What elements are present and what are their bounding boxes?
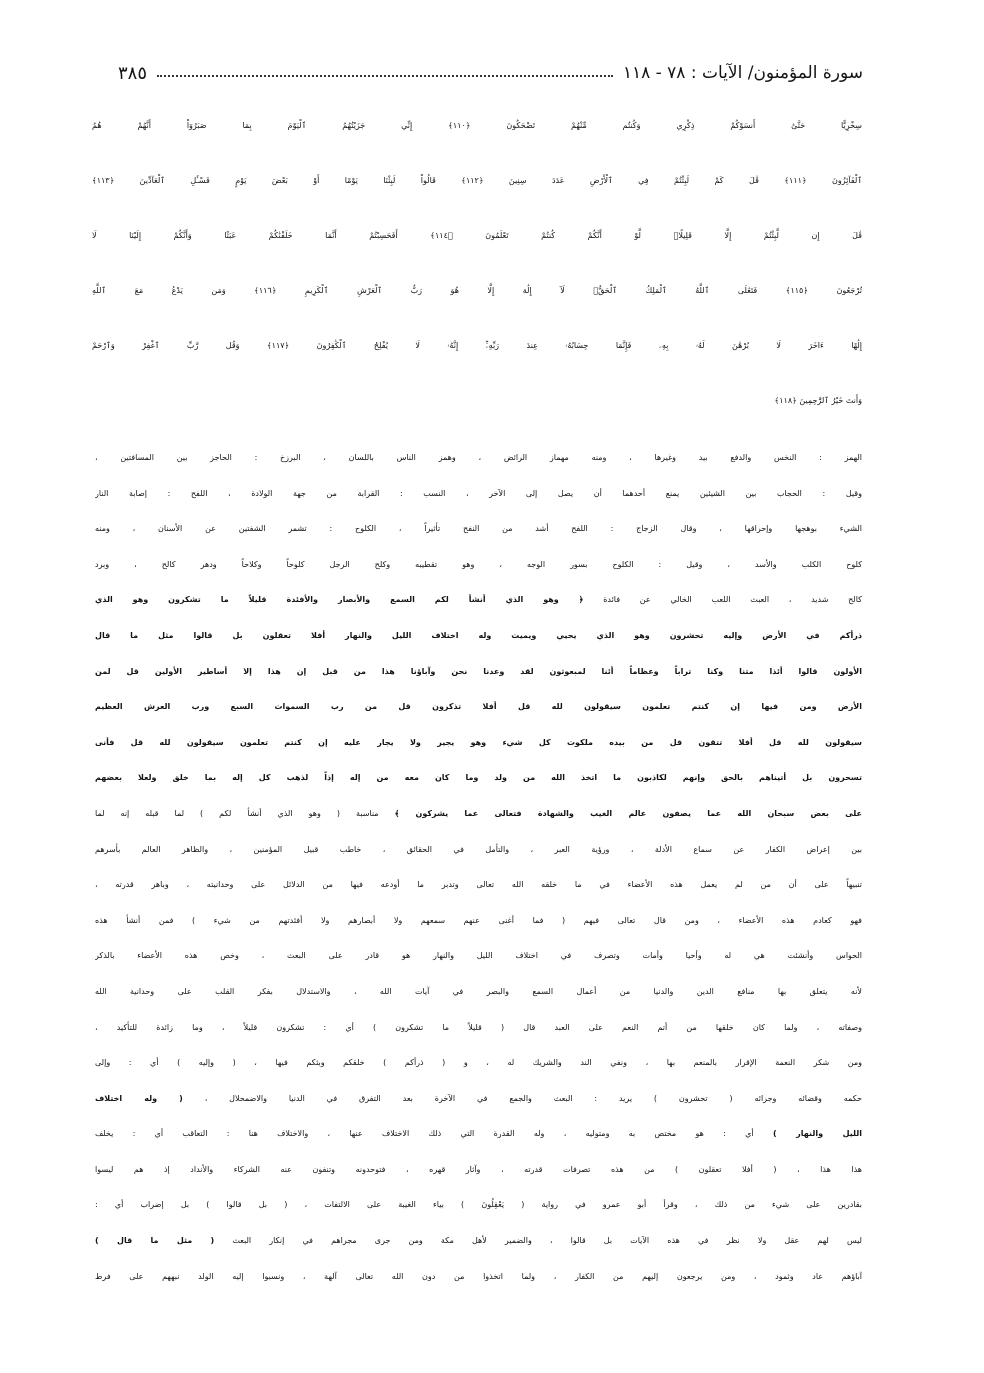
quran-quote: ( مثل ما قال ) [95,1236,215,1246]
commentary-text: كالح شديد ، العبث اللعب الخالي عن فائدة [603,595,862,605]
commentary-line: ومن شكر النعمة الإقرار بالمنعم بها ، ونفي الند والشريك له ، و ( ذرأكم ) خلقكم وبثكم فيها ، ( وإليه ) أي : وإلى [95,1058,862,1068]
commentary-line: بين إعراض الكفار عن سماع الأدلة ، ورؤية العبر ، والتأمل في الحقائق ، خاطب قبيل المؤمنين ، والظاهر العالم بأسرهم [95,844,862,854]
page-header [118,58,863,88]
quran-quote-line: الأولون قالوا أئذا متنا وكنا تراباً وعظاماً أئنا لمبعوثون لقد وعدنا نحن وآباؤنا هذا من قبل إن هذا إلا أساطير الأولين قل لمن [95,666,862,676]
quran-quote-line: سيقولون لله قل أفلا تتقون قل من بيده ملكوت كل شيء وهو يجير ولا يجار عليه إن كنتم تعلمون سيقولون لله قل فأنى [95,737,862,747]
commentary-line: الشيء بوهجها وإحراقها ، وقال الزجاج : اللفح أشد من النفح تأثيراً ، الكلوح : تشمر الشفتين عن الأسنان ، ومنه [95,524,862,534]
quran-line: تُرْجَعُونَ ﴿١١٥﴾ فَتَعَٰلَى ٱللَّهُ ٱلْمَلِكُ ٱلْحَقُّۖ لَآ إِلَٰهَ إِلَّا هُوَ رَبُّ ٱلْعَرْشِ ٱلْكَرِيمِ ﴿١١٦﴾ وَمَن يَدْعُ مَعَ ٱللَّهِ [92,286,862,295]
commentary-line: الحواس وأنشئت هي له وأحيا وأمات وتصرف في اختلاف الليل والنهار هو قادر على البعث ، وخص هذه الأعضاء بالذكر [95,951,862,961]
quran-line: وَأَنتَ خَيْرُ ٱلرَّٰحِمِينَ ﴿١١٨﴾ [774,396,862,405]
quran-quote-line: ذرأكم في الأرض وإليه تحشرون وهو الذي يحيي ويميت وله اختلاف الليل والنهار أفلا تعقلون بل قالوا مثل ما قال [95,630,862,640]
commentary-line: لأنه يتعلق بها منافع الدين والدنيا من أعمال السمع والبصر في آيات الله ، والاستدلال بفكر القلب على وحدانية الله [95,986,862,996]
commentary-line [95,1116,862,1152]
commentary-line [95,582,862,618]
commentary-line [95,796,862,832]
quran-quote: الليل والنهار ) [772,1129,862,1139]
commentary-line [95,1223,862,1259]
page-number: ٣٨٥ [118,62,148,84]
commentary-line: وقيل : الحجاب بين الشيئين يمنع أحدهما أن يصل إلى الآخر ، النسب : القرابة من جهة الولادة ، اللفح : إصابة النار [95,488,862,498]
quran-quote: ﴿ وهو الذي أنشأ لكم السمع والأبصار والأفئدة قليلاً ما تشكرون وهو الذي [95,595,584,605]
header-dotted-leader [157,75,613,77]
quran-line: سِخْرِيًّا حَتَّىٰٓ أَنسَوْكُمْ ذِكْرِي وَكُنتُم مِّنْهُمْ تَضْحَكُونَ ﴿١١٠﴾ إِنِّي جَزَيْتُهُمُ ٱلْيَوْمَ بِمَا صَبَرُوٓاْ أَنَّهُمْ هُمُ [92,121,862,130]
commentary-line: وصفاته ، ولما كان خلقها من أتم النعم على العبد قال ( قليلاً ما تشكرون ) أي : تشكرون قليلاً ، وما زائدة للتأكيد ، [95,1022,862,1032]
commentary-text: مناسبة ( وهو الذي أنشأ لكم ) لما قبله إنه لما [95,808,379,818]
commentary-text: حكمه وقضائه وجزائه ( تحشرون ) يريد : البعث والجمع في الآخرة بعد التفرق في الدنيا والاضمحلال ، [204,1093,862,1103]
commentary-line: الهمز : النخس والدفع بيد وغيرها ، ومنه مهماز الرائض ، وهمز الناس باللسان ، البرزخ : الحاجز بين المسافتين ، [95,453,862,462]
quran-quote-line: تسحرون بل أتيناهم بالحق وإنهم لكاذبون ما اتخذ الله من ولد وما كان معه من إله إذاً لذهب كل إله بما خلق ولعلا بعضهم [95,773,862,783]
quran-quote-line: الأرض ومن فيها إن كنتم تعلمون سيقولون لله قل أفلا تذكرون قل من رب السموات السبع ورب العرش العظيم [95,702,862,712]
commentary-line: بقادرين على شيء من ذلك ، وقرأ أبو عمرو في رواية ( يَعْقِلُونَ ) بياء الغيبة على الالتفات ، ( بل قالوا ) بل إضراب أي : [95,1200,862,1210]
commentary-block [95,440,862,1294]
surah-title: سورة المؤمنون/ الآيات : ٧٨ - ١١٨ [622,63,863,83]
commentary-line [95,1081,862,1117]
commentary-line: تنبيهاً على أن من لم يعمل هذه الأعضاء في ما خلقه الله تعالى وتدبر ما أودعه فيها من الدلائل على وحدانيته ، وباهر قدرته ، [95,880,862,890]
quran-line: ٱلْفَآئِزُونَ ﴿١١١﴾ قَٰلَ كَمْ لَبِثْتُمْ فِي ٱلْأَرْضِ عَدَدَ سِنِينَ ﴿١١٢﴾ قَالُواْ لَبِثْنَا يَوْمًا أَوْ بَعْضَ يَوْمٍ فَسْـَٔلِ ٱلْعَآدِّينَ ﴿١١٣﴾ [92,176,862,185]
commentary-line: هذا هذا ، ( أفلا تعقلون ) من هذه تصرفات قدرته ، وآثار قهره ، فتوحدونه وتنفون عنه الشركاء والأنداد إذ هم ليسوا [95,1164,862,1174]
commentary-line: كلوح الكلب والأسد ، وقيل : الكلوح بسور الوجه ، وهو تقطيبه وكلح الرجل كلوحاً وكلاحاً ودهر كالح ، وبرد [95,559,862,569]
quran-line: إِلَٰهًا ءَاخَرَ لَا بُرْهَٰنَ لَهُۥ بِهِۦ فَإِنَّمَا حِسَابُهُۥ عِندَ رَبِّهِۦٓۚ إِنَّهُۥ لَا يُفْلِحُ ٱلْكَٰفِرُونَ ﴿١١٧﴾ وَقُل رَّبِّ ٱغْفِرْ وَٱرْحَمْ [92,341,862,350]
quran-line: قَٰلَ إِن لَّبِثْتُمْ إِلَّا قَلِيلًاۖ لَّوْ أَنَّكُمْ كُنتُمْ تَعْلَمُونَ ﴿١١٤﴾ أَفَحَسِبْتُمْ أَنَّمَا خَلَقْنَٰكُمْ عَبَثًا وَأَنَّكُمْ إِلَيْنَا لَا [92,231,862,240]
commentary-text: أي : هو مختص به ومتوليه ، وله القدرة التي ذلك الاختلاف عنها ، والاختلاف هنا : التعاقب أي : يخلف [95,1129,754,1139]
quran-quote: ( وله اختلاف [95,1093,183,1103]
quran-verses-block [92,98,862,428]
quran-quote: على بعض سبحان الله عما يصفون عالم الغيب والشهادة فتعالى عما يشركون ﴾ [394,808,862,818]
commentary-text: ليس لهم عقل ولا نظر في هذه الآيات بل قالوا ، والضمير لأهل مكة ومن جرى مجراهم في إنكار البعث [232,1236,862,1246]
commentary-line: فهو كعادم هذه الأعضاء ، ومن قال تعالى فيهم ( فما أغنى عنهم سمعهم ولا أبصارهم ولا أفئدتهم من شيء ) فمن أنشأ هذه [95,915,862,925]
commentary-line: آباؤهم عاد وثمود ، ومن يرجعون إليهم من الكفار ، ولما اتخذوا من دون الله تعالى آلهة ، ونسبوا إليه الولد نبههم على فرط [95,1271,862,1281]
